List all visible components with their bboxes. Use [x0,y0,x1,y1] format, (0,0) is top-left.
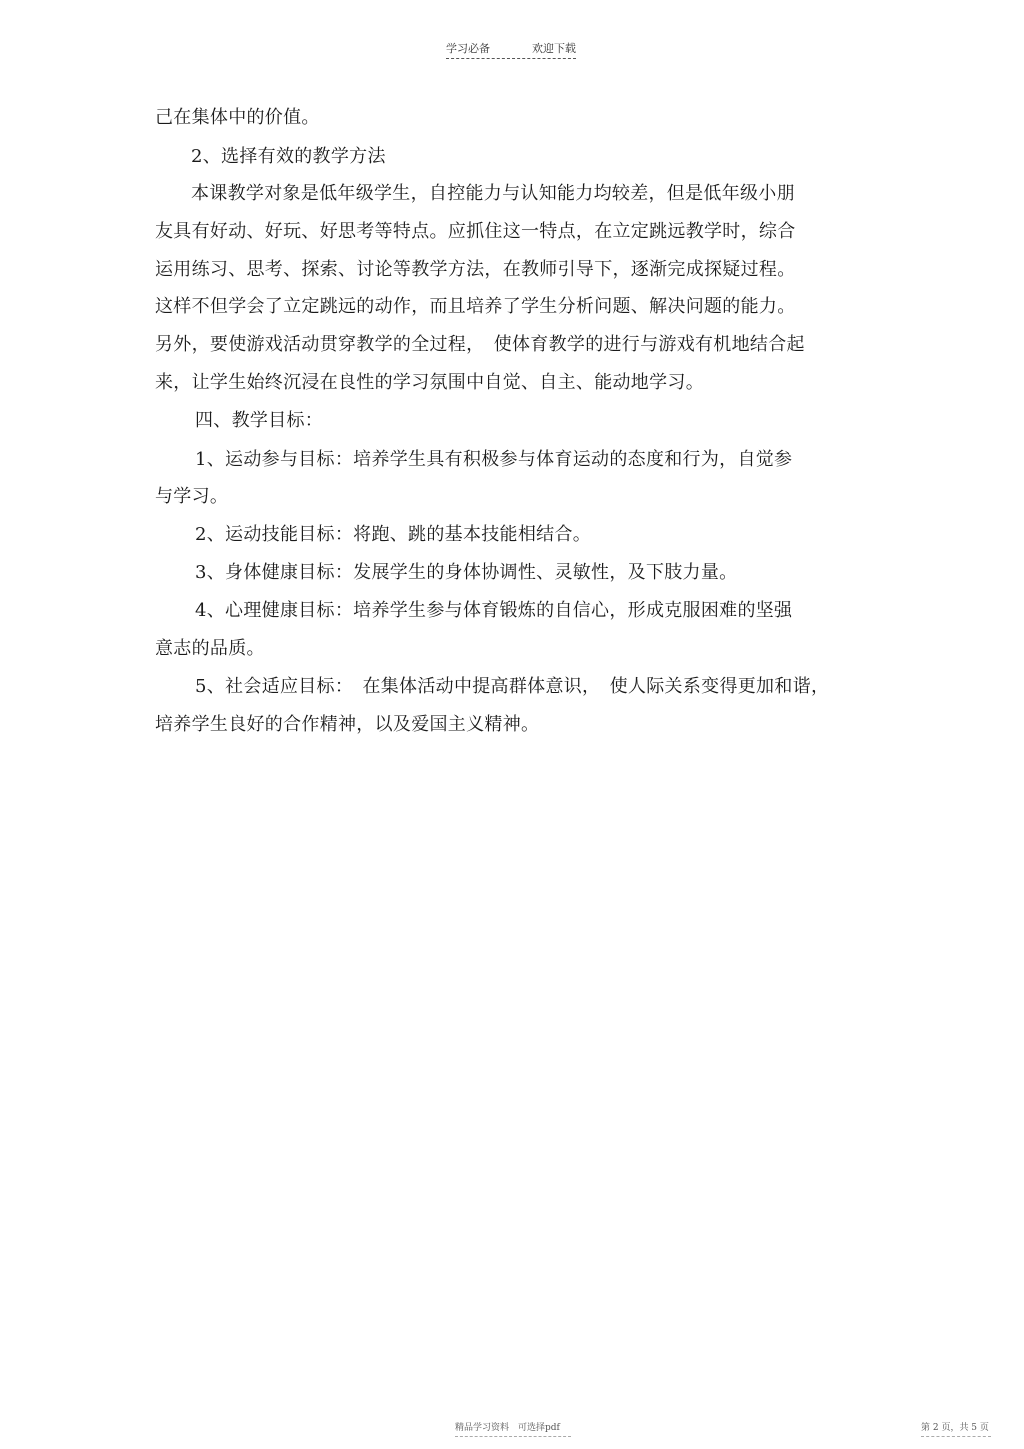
body-line: 友具有好动、好玩、好思考等特点。应抓住这一特点，在立定跳远教学时，综合 [155,221,796,242]
body-line: 2、运动技能目标：将跑、跳的基本技能相结合。 [195,524,592,545]
footer-page-number: 第 2 页，共 5 页 [921,1423,989,1433]
body-line: 5、社会适应目标： 在集体活动中提高群体意识， 使人际关系变得更加和谐， [195,676,830,697]
body-line: 本课教学对象是低年级学生，自控能力与认知能力均较差，但是低年级小朋 [191,183,795,204]
body-line: 培养学生良好的合作精神，以及爱国主义精神。 [155,714,540,735]
header-divider [446,58,576,59]
footer-left-text: 精品学习资料 可选择pdf [455,1423,560,1433]
body-line: 4、心理健康目标：培养学生参与体育锻炼的自信心，形成克服困难的坚强 [195,600,793,621]
body-line: 与学习。 [155,486,229,507]
body-line: 来，让学生始终沉浸在良性的学习氛围中自觉、自主、能动地学习。 [155,372,704,393]
body-line: 意志的品质。 [155,638,265,659]
body-line: 运用练习、思考、探索、讨论等教学方法，在教师引导下，逐渐完成探疑过程。 [155,259,796,280]
section-heading: 四、教学目标： [195,410,324,431]
body-line: 这样不但学会了立定跳远的动作，而且培养了学生分析问题、解决问题的能力。 [155,296,796,317]
footer-left-divider [455,1436,571,1437]
body-line: 3、身体健康目标：发展学生的身体协调性、灵敏性，及下肢力量。 [195,562,738,583]
body-line: 另外，要使游戏活动贯穿教学的全过程， 使体育教学的进行与游戏有机地结合起 [155,334,805,355]
body-line: 己在集体中的价值。 [155,107,320,128]
header-right-text: 欢迎下载 [532,42,576,55]
footer-right-divider [921,1436,991,1437]
body-line: 1、运动参与目标：培养学生具有积极参与体育运动的态度和行为，自觉参 [195,449,793,470]
section-heading: 2、选择有效的教学方法 [191,146,386,167]
header-left-text: 学习必备 [446,42,490,55]
